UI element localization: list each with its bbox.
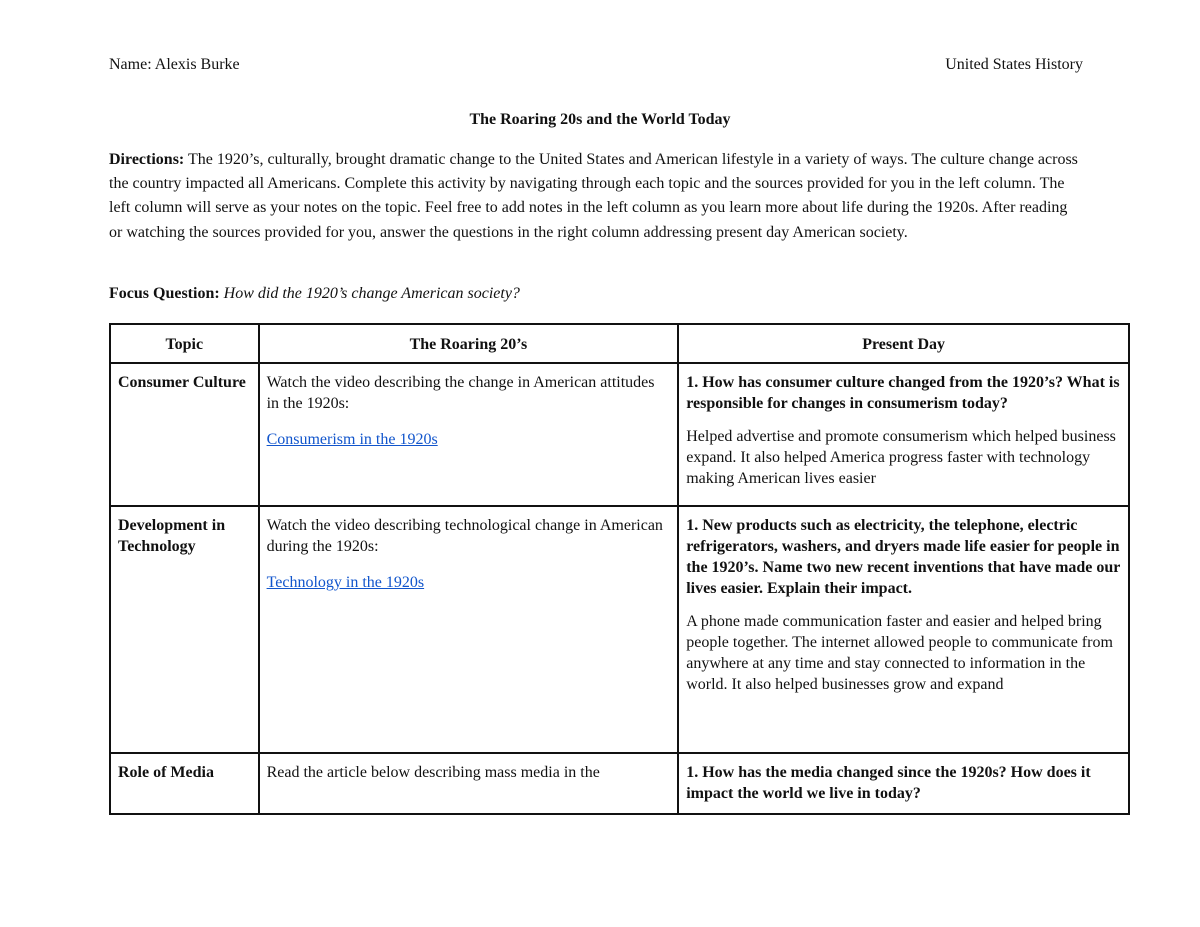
present-day-cell (678, 506, 1129, 753)
source-instructions: Read the article below describing mass media in the (266, 764, 600, 781)
focus-label: Focus Question: (109, 285, 220, 302)
consumerism-video-link[interactable]: Consumerism in the 1920s (266, 431, 438, 448)
directions-text: The 1920’s, culturally, brought dramatic change to the United States and American lifestyle in a variety of ways. The culture change across the country impacted all Americans. Complete this activity by navigating through each topic and the sources provided for you in the left column. The left column will serve as your notes on the topic. Feel free to add notes in the left column as you learn more about life during the 1920s. After reading or watching the sources provided for you, answer the questions in the right column addressing present day American society. (109, 151, 1078, 241)
present-day-cell (678, 363, 1129, 506)
course-name: United States History (945, 56, 1083, 73)
header-present-day: Present Day (678, 324, 1129, 363)
table-row (110, 363, 1129, 506)
directions-paragraph (109, 148, 1084, 245)
student-name: Name: Alexis Burke (109, 56, 240, 73)
question-text: 1. How has the media changed since the 1920s? How does it impact the world we live in today? (686, 764, 1091, 802)
focus-question-text: How did the 1920’s change American society? (223, 285, 520, 302)
answer-text[interactable]: A phone made communication faster and easier and helped bring people together. The internet allowed people to communicate from anywhere at any time and stay connected to information in the world. It also helped businesses grow and expand (686, 613, 1113, 693)
technology-video-link[interactable]: Technology in the 1920s (266, 574, 425, 591)
source-instructions: Watch the video describing technological change in American during the 1920s: (266, 517, 663, 555)
source-cell (259, 753, 679, 814)
topics-table (109, 323, 1130, 815)
header-roaring-20s: The Roaring 20’s (259, 324, 679, 363)
directions-label: Directions: (109, 151, 185, 168)
table-row (110, 506, 1129, 753)
topic-cell: Role of Media (110, 753, 259, 814)
topic-cell: Development in Technology (110, 506, 259, 753)
source-instructions: Watch the video describing the change in American attitudes in the 1920s: (266, 374, 655, 412)
table-row (110, 753, 1129, 814)
question-text: 1. New products such as electricity, the telephone, electric refrigerators, washers, and dryers made life easier for people in the 1920’s. Name two new recent inventions that have made our lives easier. Explain their impact. (686, 517, 1121, 597)
source-cell (259, 506, 679, 753)
header-topic: Topic (110, 324, 259, 363)
answer-text[interactable]: Helped advertise and promote consumerism which helped business expand. It also helped America progress faster with technology making American lives easier (686, 428, 1116, 487)
question-text: 1. How has consumer culture changed from the 1920’s? What is responsible for changes in consumerism today? (686, 374, 1120, 412)
present-day-cell (678, 753, 1129, 814)
topic-cell: Consumer Culture (110, 363, 259, 506)
table-header-row (110, 324, 1129, 363)
focus-question (109, 285, 520, 303)
document-title: The Roaring 20s and the World Today (469, 111, 731, 128)
source-cell (259, 363, 679, 506)
